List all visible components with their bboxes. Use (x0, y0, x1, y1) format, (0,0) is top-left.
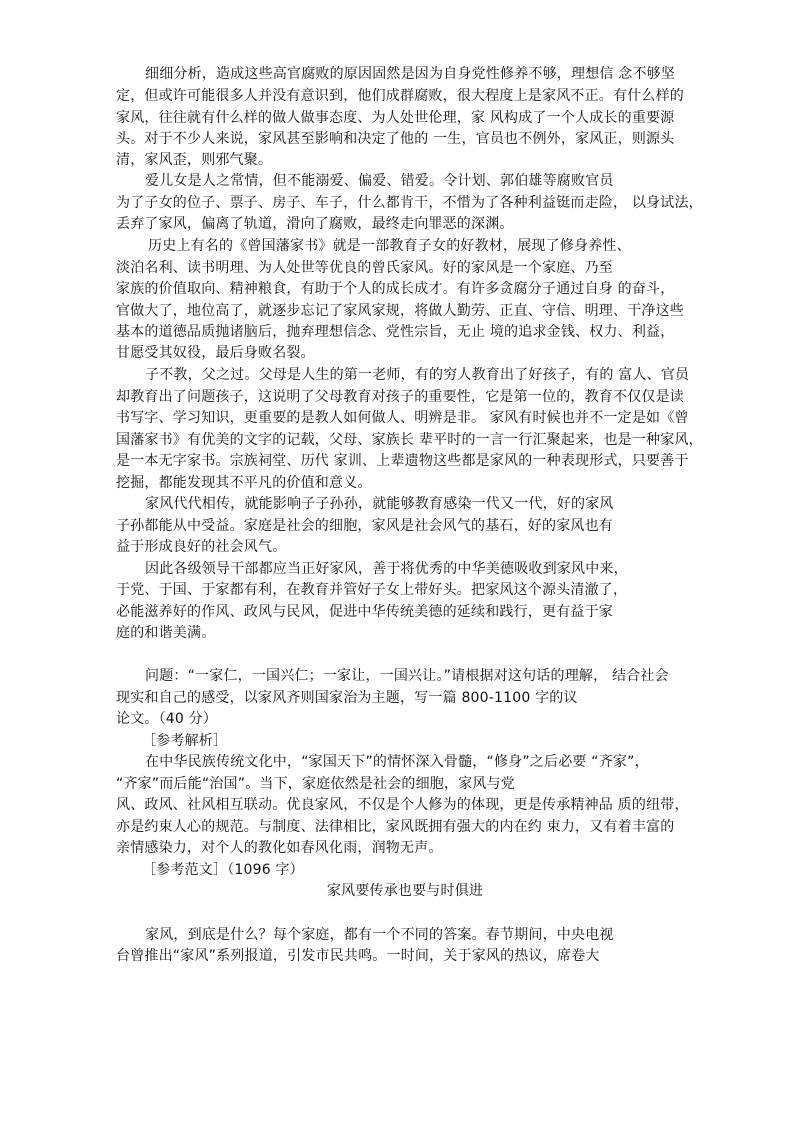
text-line: 家风代代相传，就能影响子子孙孙，就能够教育感染一代又一代，好的家风 (145, 496, 614, 512)
text-line: 书写字、学习知识，更重要的是教人如何做人、明辨是非。 家风有时候也并不一定是如《曾 (116, 410, 689, 426)
text-line: 甘愿受其奴役，最后身败名裂。 (116, 345, 315, 361)
text-line: 问题：“一家仁，一国兴仁；一家让，一国兴让。”请根据对这句话的理解， 结合社会 (145, 668, 669, 684)
text-line: 挖掘，都能发现其不平凡的价值和意义。 (116, 475, 372, 491)
text-line: 丢弃了家风，偏离了轨道，滑向了腐败，最终走向罪恶的深渊。 (116, 216, 514, 232)
text-line: 头。对于不少人来说，家风甚至影响和决定了他的 一生，官员也不例外，家风正，则源头 (116, 131, 675, 147)
text-line: 清，家风歪，则邪气聚。 (116, 152, 273, 168)
text-line: 为了子女的位子、票子、房子、车子，什么都肯干，不惜为了各种利益铤而走险， 以身试法， (116, 195, 703, 211)
text-line: 亲情感染力，对个人的教化如春风化雨，润物无声。 (116, 840, 443, 856)
text-line: 益于形成良好的社会风气。 (116, 539, 287, 555)
text-line: 爱儿女是人之常情，但不能溺爱、偏爱、错爱。令计划、郭伯雄等腐败官员 (145, 173, 614, 189)
text-line: 庭的和谐美满。 (116, 625, 216, 641)
analysis-heading: ［参考解析］ (142, 733, 228, 749)
text-line: 于党、于国、于家都有利，在教育并管好子女上带好头。把家风这个源头清澈了， (116, 582, 628, 598)
text-line: 国藩家书》有优美的文字的记载，父母、家族长 辈平时的一言一行汇聚起来，也是一种家风， (116, 432, 703, 448)
essay-heading: ［参考范文］（1096 字） (142, 862, 304, 878)
text-line: 却教育出了问题孩子，这说明了父母教育对孩子的重要性，它是第一位的，教育不仅仅是读 (116, 389, 684, 405)
text-line: 因此各级领导干部都应当正好家风，善于将优秀的中华美德吸收到家风中来， (145, 561, 628, 577)
text-line: 在中华民族传统文化中，“家国天下”的情怀深入骨髓，“修身”之后必要 “齐家”， (145, 754, 649, 770)
text-line: 家族的价值取向、精神粮食，有助于个人的成长成才。有许多贪腐分子通过自身 的奋斗， (116, 281, 675, 297)
essay-title: 家风要传承也要与时俱进 (326, 883, 484, 899)
text-line: 现实和自己的感受，以家风齐则国家治为主题，写一篇 800-1100 字的议 (116, 690, 578, 706)
text-line: 台曾推出“家风”系列报道，引发市民共鸣。一时间，关于家风的热议，席卷大 (116, 948, 600, 964)
text-line: 家风，往往就有什么样的做人做事态度、为人处世伦理，家 风构成了一个人成长的重要源 (116, 110, 675, 126)
text-line: 必能滋养好的作风、政风与民风，促进中华传统美德的延续和践行，更有益于家 (116, 604, 613, 620)
text-line: 基本的道德品质抛诸脑后，抛弃理想信念、党性宗旨，无止 境的追求金钱、权力、利益， (116, 324, 675, 340)
text-line: 官做大了，地位高了，就逐步忘记了家风家规，将做人勤劳、正直、守信、明理、干净这些 (116, 303, 684, 319)
text-line: 是一本无字家书。宗族祠堂、历代 家训、上辈遗物这些都是家风的一种表现形式，只要善于 (116, 453, 689, 469)
text-line: 定，但或许可能很多人并没有意识到，他们成群腐败，很大程度上是家风不正。有什么样的 (116, 88, 684, 104)
text-line: 淡泊名利、读书明理、为人处世等优良的曾氏家风。好的家风是一个家庭、乃至 (116, 260, 613, 276)
text-line: 亦是约束人心的规范。与制度、法律相比，家风既拥有强大的内在约 束力，又有着丰富的 (116, 819, 675, 835)
text-line: 子孙都能从中受益。家庭是社会的细胞，家风是社会风气的基石，好的家风也有 (116, 518, 613, 534)
text-line: 历史上有名的《曾国藩家书》就是一部教育子女的好教材，展现了修身养性、 (148, 238, 631, 254)
text-line: 家风，到底是什么？每个家庭，都有一个不同的答案。春节期间，中央电视 (145, 927, 614, 943)
text-line: “齐家”而后能“治国”。当下，家庭依然是社会的细胞，家风与党 (116, 776, 516, 792)
text-line: 子不教，父之过。父母是人生的第一老师，有的穷人教育出了好孩子，有的 富人、官员 (145, 367, 690, 383)
text-line: 细细分析，造成这些高官腐败的原因固然是因为自身党性修养不够，理想信 念不够坚 (145, 66, 676, 82)
text-line: 风、政风、社风相互联动。优良家风，不仅是个人修为的体现，更是传承精神品 质的纽带， (116, 797, 689, 813)
text-line: 论文。（40 分） (116, 711, 218, 727)
